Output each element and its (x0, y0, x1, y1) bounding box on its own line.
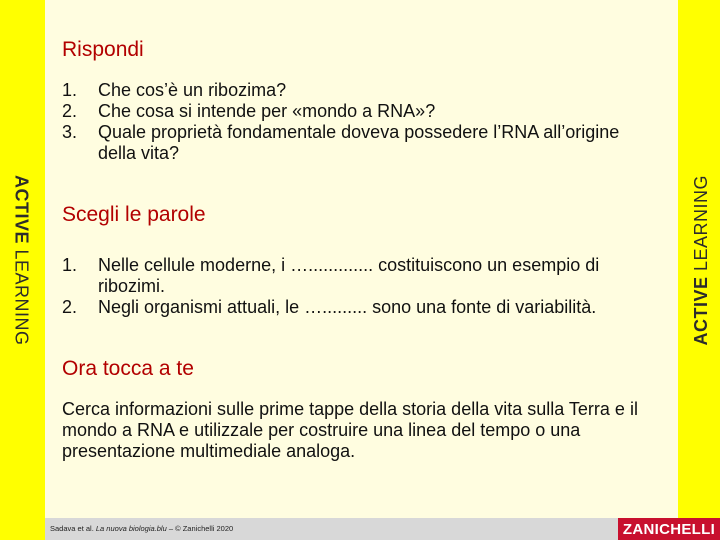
item-text: Che cos’è un ribozima? (98, 80, 287, 100)
section-title-rispondi: Rispondi (62, 38, 144, 61)
footer-bar (45, 518, 678, 540)
item-number: 1. (62, 255, 78, 275)
publisher-logo: ZANICHELLI (618, 518, 720, 540)
fill-in-list (62, 255, 662, 318)
item-text: Nelle cellule moderne, i …............. costituiscono un esempio di ribozimi. (98, 255, 600, 296)
section-title-ora: Ora tocca a te (62, 357, 194, 380)
activity-text: Cerca informazioni sulle prime tappe della storia della vita sulla Terra e il mondo a RNA e utilizzale per costruire una linea del tempo o una presentazione multimediale analoga. (62, 399, 638, 461)
item-number: 2. (62, 101, 78, 121)
item-number: 3. (62, 122, 78, 142)
side-label-bold: ACTIVE (690, 276, 711, 346)
side-label-rest: LEARNING (690, 174, 711, 277)
side-label-left (4, 170, 38, 350)
list-item (62, 122, 622, 164)
question-list (62, 80, 622, 164)
list-item (62, 80, 622, 101)
side-label-rest: LEARNING (11, 243, 32, 346)
list-item (62, 255, 662, 297)
footer-credit (50, 524, 233, 533)
list-item (62, 297, 662, 318)
item-number: 2. (62, 297, 78, 317)
credit-book: La nuova biologia.blu (95, 524, 167, 533)
section-title-scegli: Scegli le parole (62, 203, 206, 226)
item-text: Che cosa si intende per «mondo a RNA»? (98, 101, 436, 121)
credit-prefix: Sadava et al. (50, 524, 96, 533)
item-number: 1. (62, 80, 78, 100)
credit-suffix: – © Zanichelli 2020 (166, 524, 234, 533)
item-text: Quale proprietà fondamentale doveva possedere l’RNA all’origine della vita? (98, 122, 620, 163)
item-text: Negli organismi attuali, le …......... sono una fonte di variabilità. (98, 297, 597, 317)
side-label-bold: ACTIVE (11, 174, 32, 244)
list-item (62, 101, 622, 122)
side-label-right (684, 170, 718, 350)
